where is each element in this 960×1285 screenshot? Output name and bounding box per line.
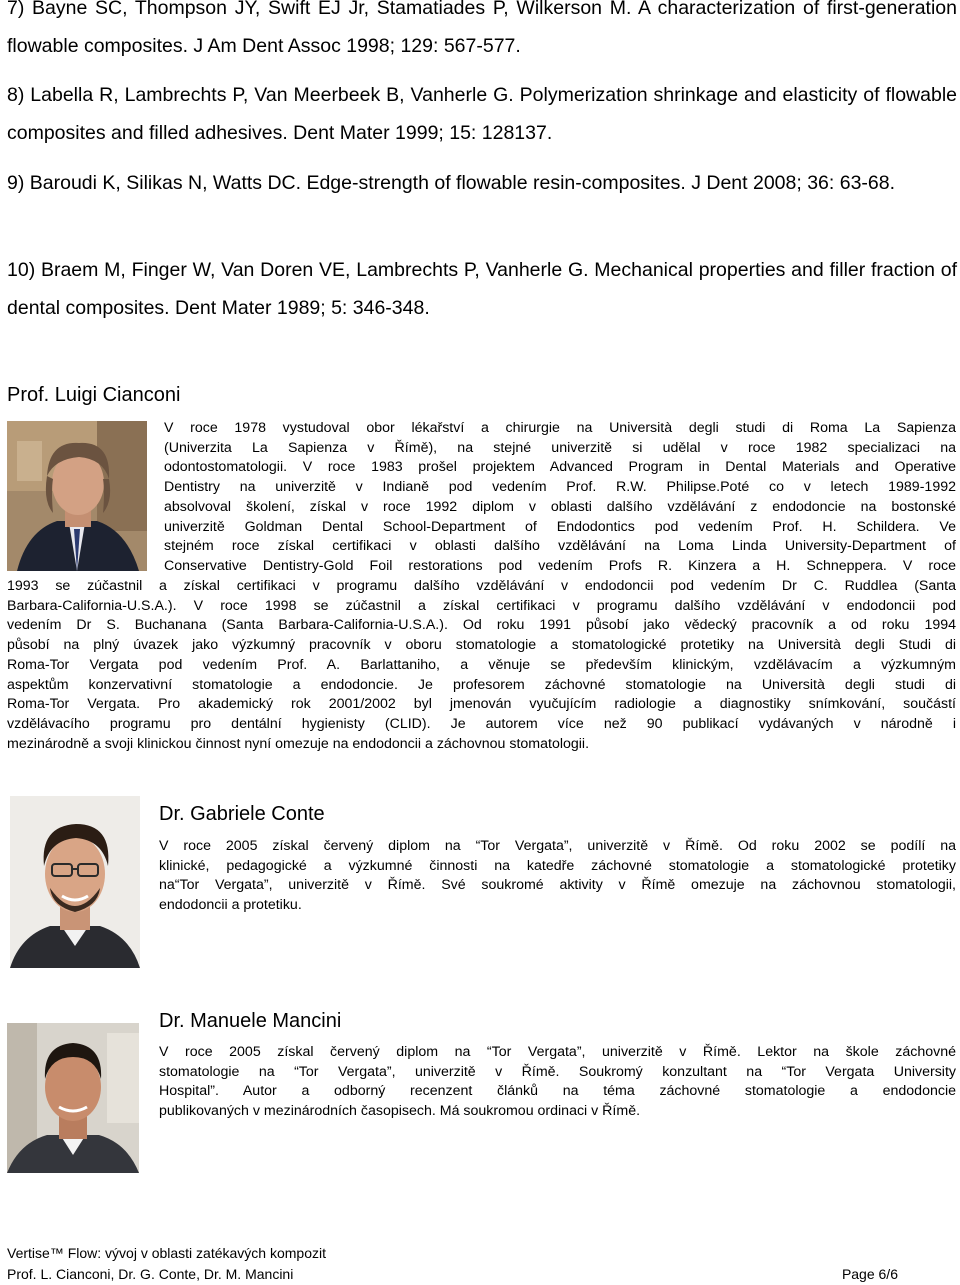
bio-line: klinické, pedagogické a výzkumné činnosti na katedře záchovné stomatologie a stomatologické protetiky: [159, 857, 956, 874]
bio-line: Barbara-California-U.S.A.). V roce 1998 se zúčastnil a získal certifikaci v programu dalšího vzdělávání v endodoncii pod: [7, 597, 956, 614]
reference-9: 9) Baroudi K, Silikas N, Watts DC. Edge-strength of flowable resin-composites. J Dent 2008; 36: 63-68.: [7, 172, 896, 194]
bio-line: vzdělávacího programu pro dentální hygienisty (CLID). Je autorem více než 90 publikací vydávaných v národně i: [7, 715, 956, 732]
author-name-mancini: Dr. Manuele Mancini: [159, 1010, 342, 1032]
reference-8: 8) Labella R, Lambrechts P, Van Meerbeek B, Vanherle G. Polymerization shrinkage and elasticity of flowable composites and filled adhesives. Dent Mater 1999; 15: 128137.: [7, 84, 957, 144]
bio-line: Roma-Tor Vergata. Pro akademický rok 2001/2002 byl jmenován vyučujícím radiologie a diagnostiky snímkování, součástí: [7, 696, 956, 713]
bio-line: publikovaných v mezinárodních časopisech. Má soukromou ordinaci v Římě.: [159, 1103, 641, 1120]
bio-line: stejném roce získal certifikaci v oblasti dalšího vzdělávání na Loma Linda University-Department of: [164, 538, 956, 555]
footer-title: Vertise™ Flow: vývoj v oblasti zatékavých kompozit: [7, 1245, 327, 1261]
bio-line: (Univerzita La Sapienza v Římě), na stejné univerzitě si udělal v roce 1982 specializaci na: [164, 439, 956, 456]
bio-line: vedením Dr S. Buchanana (Santa Barbara-California-U.S.A.). Od roku 1991 působí jako vědecký pracovník a od roku 1994: [7, 617, 956, 634]
author-name-conte: Dr. Gabriele Conte: [159, 803, 325, 825]
bio-line: univerzitě Goldman Dental School-Department of Endodontics pod vedením Prof. H. Schildera. Ve: [164, 518, 956, 535]
bio-mancini: [159, 1043, 956, 1122]
footer-authors: Prof. L. Cianconi, Dr. G. Conte, Dr. M. Mancini: [7, 1266, 294, 1282]
portrait-conte: [10, 796, 140, 968]
bio-line: odontostomatologii. V roce 1983 prošel projektem Advanced Program in Dental Materials and Operative: [164, 459, 956, 476]
bio-line: aspektům konzervativní stomatologie a endodoncie. Je profesorem záchovné stomatologie na Università degli studi di: [7, 676, 956, 693]
page-number: Page 6/6: [841, 1266, 898, 1282]
bio-line: působí na plný úvazek jako výzkumný pracovník v oboru stomatologie a stomatologické protetiky na Università degli Studi di: [7, 637, 956, 654]
bio-line: 1993 se zúčastnil a získal certifikaci v programu dalšího vzdělávání v endodoncii pod vedením Dr C. Ruddlea (Santa: [7, 578, 956, 594]
bio-cianconi-wrapped: [164, 419, 956, 577]
portrait-cianconi: [7, 421, 147, 571]
bio-line: V roce 1978 vystudoval obor lékařství a chirurgie na Università degli studi di Roma La Sapienza: [164, 420, 956, 436]
author-name-cianconi: Prof. Luigi Cianconi: [7, 384, 181, 406]
bio-line: Dentistry na univerzitě v Indianě pod vedením Prof. R.W. Philipse.Poté co v letech 1989-1992: [164, 479, 956, 496]
portrait-mancini: [7, 1023, 139, 1173]
bio-line: mezinárodně a svoji klinickou činnost nyní omezuje na endodoncii a záchovnou stomatologii.: [7, 735, 590, 752]
bio-conte: [159, 837, 956, 916]
bio-line: endodoncii a protetiku.: [159, 897, 302, 914]
bio-cianconi-full: [7, 577, 956, 754]
reference-7: 7) Bayne SC, Thompson JY, Swift EJ Jr, Stamatiades P, Wilkerson M. A characterization of first-generation flowable composites. J Am Dent Assoc 1998; 129: 567-577.: [7, 0, 957, 57]
bio-line: Hospital”. Autor a odborný recenzent článků na téma záchovné stomatologie a endodoncie: [159, 1083, 956, 1100]
bio-line: Roma-Tor Vergata pod vedením Prof. A. Barlattaniho, a věnuje se především klinickým, vzdělávacím a výzkumným: [7, 656, 956, 673]
reference-10: 10) Braem M, Finger W, Van Doren VE, Lambrechts P, Vanherle G. Mechanical properties and filler fraction of dental composites. Dent Mater 1989; 5: 346-348.: [7, 259, 957, 319]
bio-line: absolvoval školení, získal v roce 1992 diplom v oblasti dalšího vzdělávání z endodoncie na bostonské: [164, 498, 956, 515]
bio-line: stomatologie na “Tor Vergata”, univerzitě v Římě. Soukromý konzultant na “Tor Vergata University: [159, 1063, 956, 1080]
bio-line: V roce 2005 získal červený diplom na “Tor Vergata”, univerzitě v Římě. Lektor na škole záchovné: [159, 1044, 956, 1060]
bio-line: V roce 2005 získal červený diplom na “Tor Vergata”, univerzitě v Římě. Od roku 2002 se podílí na: [159, 838, 956, 854]
bio-line: Conservative Dentistry-Gold Foil restorations pod vedením Profs R. Kinzera a H. Schneppera. V roce: [164, 557, 956, 574]
bio-line: na“Tor Vergata”, univerzitě v Římě. Své soukromé aktivity v Římě omezuje na záchovnou stomatologii,: [159, 877, 956, 894]
